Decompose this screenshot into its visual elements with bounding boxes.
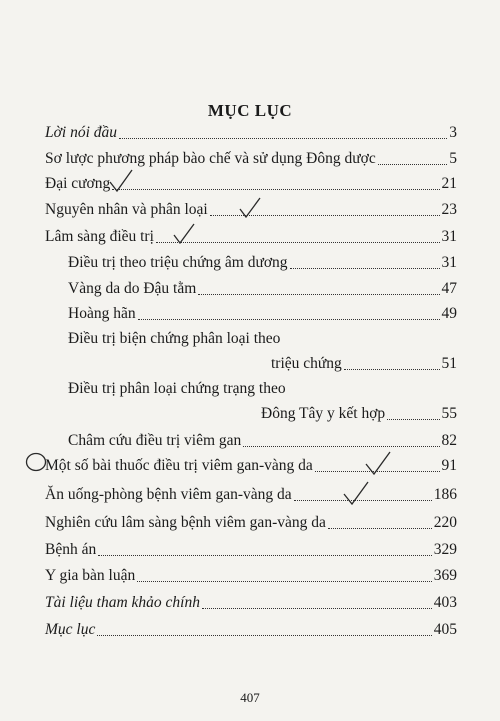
toc-entry-dong-tay-line1: Điều trị phân loại chứng trạng theo	[68, 380, 286, 397]
page-ref: 91	[441, 457, 457, 474]
toc-entry-an-uong: Ăn uống-phòng bệnh viêm gan-vàng da 186	[45, 486, 457, 503]
dot-leader	[97, 635, 431, 636]
dot-leader	[202, 608, 432, 609]
dot-leader	[112, 189, 439, 190]
dot-leader	[243, 446, 439, 447]
toc-entry-benh-an: Bệnh án 329	[45, 541, 457, 558]
page-ref: 49	[441, 305, 457, 322]
handwritten-checkmark-icon	[238, 196, 262, 220]
handwritten-checkmark-icon	[342, 480, 370, 506]
handwritten-circle-icon	[24, 451, 48, 473]
dot-leader	[198, 294, 439, 295]
toc-entry-dai-cuong: Đại cương 21	[45, 175, 457, 192]
handwritten-checkmark-icon	[108, 168, 134, 194]
toc-entry-am-duong: Điều trị theo triệu chứng âm dương 31	[68, 254, 457, 271]
toc-entry-so-luoc: Sơ lược phương pháp bào chế và sử dụng Đông dược 5	[45, 150, 457, 167]
toc-entry-bai-thuoc: Một số bài thuốc điều trị viêm gan-vàng da 91	[45, 457, 457, 474]
toc-entry-nguyen-nhan: Nguyên nhân và phân loại 23	[45, 201, 457, 218]
handwritten-checkmark-icon	[172, 222, 196, 246]
page-ref: 51	[441, 355, 457, 372]
page-ref: 55	[441, 405, 457, 422]
toc-entry-y-gia: Y gia bàn luận 369	[45, 567, 457, 584]
page-ref: 47	[441, 280, 457, 297]
page-ref: 403	[433, 594, 457, 611]
page-ref: 220	[433, 514, 457, 531]
dot-leader	[290, 268, 440, 269]
page-number: 407	[240, 690, 260, 705]
page-ref: 23	[441, 201, 457, 218]
page-ref: 21	[441, 175, 457, 192]
toc-entry-bien-chung-line2: triệu chứng 51	[271, 355, 457, 372]
page-ref: 3	[449, 124, 457, 141]
page-ref: 186	[433, 486, 457, 503]
dot-leader	[328, 528, 432, 529]
toc-entry-nghien-cuu: Nghiên cứu lâm sàng bệnh viêm gan-vàng da 220	[45, 514, 457, 531]
page-ref: 31	[441, 254, 457, 271]
page-title: MỤC LỤC	[207, 101, 293, 120]
handwritten-checkmark-icon	[364, 450, 392, 476]
page-ref: 405	[433, 621, 457, 638]
dot-leader	[156, 242, 440, 243]
dot-leader	[98, 555, 432, 556]
page-ref: 82	[441, 432, 457, 449]
toc-entry-loi-noi-dau: Lời nói đầu 3	[45, 124, 457, 141]
toc-entry-hoang-han: Hoàng hãn 49	[68, 305, 457, 322]
toc-entry-cham-cuu: Châm cứu điều trị viêm gan 82	[68, 432, 457, 449]
toc-entry-bien-chung-line1: Điều trị biện chứng phân loại theo	[68, 330, 281, 347]
toc-entry-muc-luc: Mục lục 405	[45, 621, 457, 638]
dot-leader	[119, 138, 447, 139]
dot-leader	[387, 419, 439, 420]
toc-entry-dong-tay-line2: Đông Tây y kết hợp 55	[261, 405, 457, 422]
page-ref: 329	[433, 541, 457, 558]
dot-leader	[137, 581, 432, 582]
page-ref: 31	[441, 228, 457, 245]
toc-entry-lam-sang: Lâm sàng điều trị 31	[45, 228, 457, 245]
page-ref: 369	[433, 567, 457, 584]
toc-entry-dau-tam: Vàng da do Đậu tằm 47	[68, 280, 457, 297]
dot-leader	[378, 164, 448, 165]
page-ref: 5	[449, 150, 457, 167]
toc-entry-tai-lieu: Tài liệu tham khảo chính 403	[45, 594, 457, 611]
dot-leader	[138, 319, 440, 320]
dot-leader	[344, 369, 440, 370]
